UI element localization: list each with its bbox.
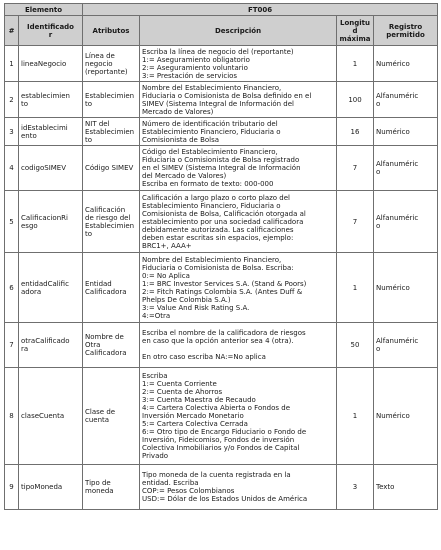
row-number: 1 xyxy=(5,46,19,82)
col-atributos-header: Atributos xyxy=(83,16,140,46)
row-longitud: 1 xyxy=(337,253,374,323)
row-descripcion: Nombre del Establecimiento Financiero, Fiduciaria o Comisionista de Bolsa. Escriba: 0:= No Aplica 1:= BRC Investor Services S.A. (Stand & Poors) 2:= Fitch Ratings Colombia S.A. (Antes Duff & Phelps De Colombia S.A.) 3:= Value And Risk Rating S.A. 4:=Otra xyxy=(140,253,337,323)
row-descripcion: Escriba la línea de negocio del (reportante) 1:= Aseguramiento obligatorio 2:= Aseguramiento voluntario 3:= Prestación de servicios xyxy=(140,46,337,82)
row-longitud: 100 xyxy=(337,82,374,118)
row-longitud: 16 xyxy=(337,118,374,146)
row-registro: Alfanuméric o xyxy=(374,323,438,368)
table-row xyxy=(5,368,438,465)
header-row-columns xyxy=(5,16,438,46)
row-atributos: Tipo de moneda xyxy=(83,465,140,510)
col-descripcion-header: Descripción xyxy=(140,16,337,46)
col-identificador-header: Identificado r xyxy=(19,16,83,46)
row-identificador: idEstablecimi ento xyxy=(19,118,83,146)
row-number: 3 xyxy=(5,118,19,146)
row-number: 9 xyxy=(5,465,19,510)
row-number: 2 xyxy=(5,82,19,118)
row-longitud: 1 xyxy=(337,46,374,82)
row-descripcion: Nombre del Establecimiento Financiero, Fiduciaria o Comisionista de Bolsa definido en el SIMEV (Sistema Integral de Información del Mercado de Valores) xyxy=(140,82,337,118)
row-identificador: tipoMoneda xyxy=(19,465,83,510)
row-atributos: Calificación de riesgo del Establecimien to xyxy=(83,191,140,253)
row-descripcion: Número de identificación tributario del Establecimiento Financiero, Fiduciaria o Comisionista de Bolsa xyxy=(140,118,337,146)
row-number: 7 xyxy=(5,323,19,368)
row-identificador: entidadCalific adora xyxy=(19,253,83,323)
row-registro: Alfanuméric o xyxy=(374,146,438,191)
row-identificador: establecimien to xyxy=(19,82,83,118)
table-row xyxy=(5,465,438,510)
table-row xyxy=(5,191,438,253)
elemento-header: Elemento xyxy=(5,4,83,16)
row-identificador: lineaNegocio xyxy=(19,46,83,82)
row-longitud: 1 xyxy=(337,368,374,465)
row-identificador: claseCuenta xyxy=(19,368,83,465)
row-registro: Alfanuméric o xyxy=(374,191,438,253)
row-descripcion: Código del Establecimiento Financiero, Fiduciaria o Comisionista de Bolsa registrado en el SIMEV (Sistema Integral de Información del Mercado de Valores) Escriba en formato de texto: 000-000 xyxy=(140,146,337,191)
row-atributos: Nombre de Otra Calificadora xyxy=(83,323,140,368)
col-registro-header: Registro permitido xyxy=(374,16,438,46)
row-registro: Numérico xyxy=(374,118,438,146)
table-row xyxy=(5,82,438,118)
row-registro: Texto xyxy=(374,465,438,510)
row-longitud: 3 xyxy=(337,465,374,510)
row-atributos: Entidad Calificadora xyxy=(83,253,140,323)
table-row xyxy=(5,323,438,368)
row-atributos: NIT del Establecimien to xyxy=(83,118,140,146)
row-atributos: Establecimien to xyxy=(83,82,140,118)
row-number: 4 xyxy=(5,146,19,191)
row-atributos: Línea de negocio (reportante) xyxy=(83,46,140,82)
row-number: 6 xyxy=(5,253,19,323)
row-registro: Numérico xyxy=(374,368,438,465)
row-longitud: 7 xyxy=(337,191,374,253)
row-longitud: 7 xyxy=(337,146,374,191)
row-descripcion: Calificación a largo plazo o corto plazo del Establecimiento Financiero, Fiduciaria o Comisionista de Bolsa, Calificación otorgada al establecimiento por una sociedad calificadora debidamente autorizada. Las calificaciones deben estar escritas sin espacios, ejemplo: BRC1+, AAA+ xyxy=(140,191,337,253)
row-registro: Numérico xyxy=(374,46,438,82)
table-row xyxy=(5,146,438,191)
row-descripcion: Tipo moneda de la cuenta registrada en la entidad. Escriba COP:= Pesos Colombianos USD:= Dólar de los Estados Unidos de América xyxy=(140,465,337,510)
col-num-header: # xyxy=(5,16,19,46)
row-number: 8 xyxy=(5,368,19,465)
form-code-header: FT006 xyxy=(83,4,438,16)
row-identificador: codigoSIMEV xyxy=(19,146,83,191)
row-identificador: otraCalificado ra xyxy=(19,323,83,368)
row-atributos: Código SIMEV xyxy=(83,146,140,191)
table-row xyxy=(5,46,438,82)
row-identificador: CalificacionRi esgo xyxy=(19,191,83,253)
row-descripcion: Escriba 1:= Cuenta Corriente 2:= Cuenta de Ahorros 3:= Cuenta Maestra de Recaudo 4:= Cartera Colectiva Abierta o Fondos de Inversión Mercado Monetario 5:= Cartera Colectiva Cerrada 6:= Otro tipo de Encargo Fiduciario o Fondo de Inversión, Fideicomiso, Fondos de inversión Colectiva Inmobiliarios y/o Fondos de Capital Privado xyxy=(140,368,337,465)
table-row xyxy=(5,253,438,323)
row-descripcion: Escriba el nombre de la calificadora de riesgos en caso que la opción anterior sea 4 (otra). En otro caso escriba NA:=No aplica xyxy=(140,323,337,368)
row-number: 5 xyxy=(5,191,19,253)
table-row xyxy=(5,118,438,146)
ft006-table xyxy=(4,3,438,510)
row-registro: Numérico xyxy=(374,253,438,323)
document-page xyxy=(4,3,437,510)
row-registro: Alfanuméric o xyxy=(374,82,438,118)
col-longitud-header: Longitu d máxima xyxy=(337,16,374,46)
header-row-top xyxy=(5,4,438,16)
row-longitud: 50 xyxy=(337,323,374,368)
row-atributos: Clase de cuenta xyxy=(83,368,140,465)
